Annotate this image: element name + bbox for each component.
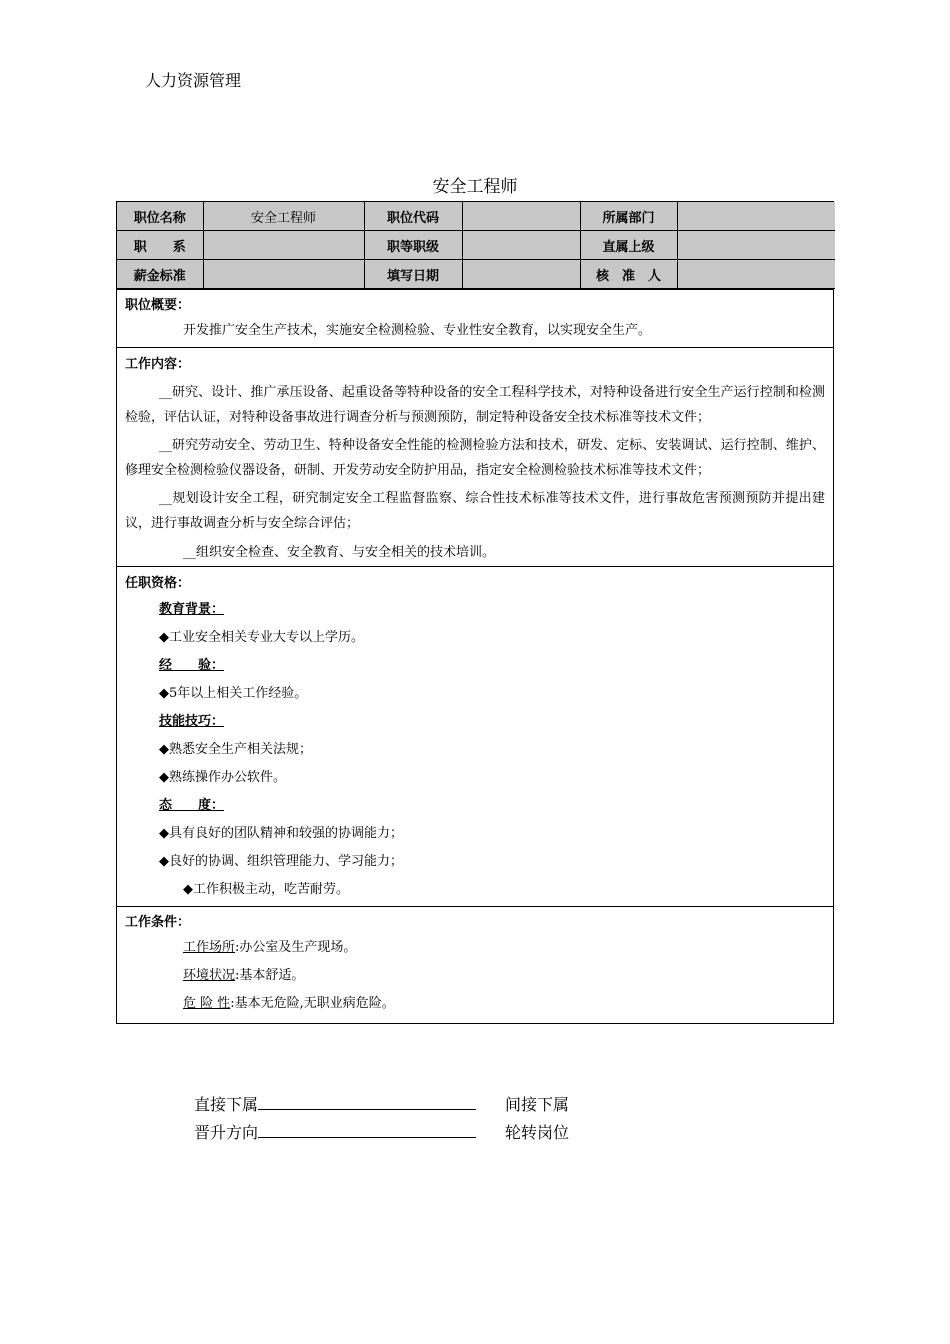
promotion-label: 晋升方向 — [194, 1123, 259, 1142]
info-label: 所属部门 — [580, 202, 677, 231]
info-value: 安全工程师 — [203, 202, 364, 231]
page-title: 安全工程师 — [432, 177, 518, 197]
attitude-label: 态 度： — [159, 798, 225, 813]
duties-heading: 工作内容： — [125, 357, 191, 372]
job-description-sheet — [116, 201, 834, 1024]
duty-item: __研究、设计、推广承压设备、起重设备等特种设备的安全工程科学技术，对特种设备进行安全生产运行控制和检测检验，评估认证，对特种设备事故进行调查分析与预测预防，制定特种设备安全技术标准等技术文件； — [125, 385, 825, 425]
direct-subordinate-line — [258, 1093, 476, 1110]
env-value: :基本舒适。 — [235, 968, 305, 983]
info-label: 职位名称 — [117, 202, 203, 231]
skills-item: ◆熟练操作办公软件。 — [159, 770, 286, 785]
attitude-item: ◆工作积极主动，吃苦耐劳。 — [183, 882, 349, 897]
place-value: :办公室及生产现场。 — [235, 940, 357, 955]
rotation-label: 轮转岗位 — [505, 1123, 570, 1142]
experience-item: ◆5年以上相关工作经验。 — [159, 686, 308, 701]
risk-label: 危 险 性 — [183, 996, 231, 1011]
info-value — [203, 260, 364, 289]
condition-risk — [125, 990, 825, 1018]
direct-subordinate-label: 直接下属 — [194, 1095, 259, 1114]
condition-environment — [125, 962, 825, 990]
info-table — [117, 202, 835, 289]
promotion-field — [194, 1120, 476, 1143]
skills-item: ◆熟悉安全生产相关法规； — [159, 742, 312, 757]
promotion-line — [258, 1121, 476, 1138]
conditions-heading: 工作条件： — [125, 915, 191, 930]
info-label: 职 系 — [117, 231, 203, 260]
info-label: 职等职级 — [364, 231, 462, 260]
attitude-item: ◆具有良好的团队精神和较强的协调能力； — [159, 826, 403, 841]
info-label: 核 准 人 — [580, 260, 677, 289]
risk-value: :基本无危险,无职业病危险。 — [230, 996, 395, 1011]
info-value — [462, 260, 580, 289]
info-value — [677, 202, 835, 231]
info-row — [117, 260, 835, 289]
info-label: 直属上级 — [580, 231, 677, 260]
info-label: 职位代码 — [364, 202, 462, 231]
duty-item: __研究劳动安全、劳动卫生、特种设备安全性能的检测检验方法和技术，研发、定标、安装调试、运行控制、维护、修理安全检测检验仪器设备，研制、开发劳动安全防护用品，指定安全检测检验技术标准等技术文件； — [125, 438, 825, 478]
qualifications-heading: 任职资格： — [125, 576, 191, 591]
overview-text: 开发推广安全生产技术，实施安全检测检验、专业性安全教育，以实现安全生产。 — [183, 323, 652, 338]
overview-section — [117, 289, 833, 347]
duties-section — [117, 347, 833, 566]
direct-subordinate-field — [194, 1092, 476, 1115]
duty-item: __规划设计安全工程，研究制定安全工程监督监察、综合性技术标准等技术文件，进行事故危害预测预防并提出建议，进行事故调查分析与安全综合评估； — [125, 491, 825, 531]
education-label: 教育背景： — [159, 602, 225, 617]
info-value — [677, 231, 835, 260]
qualifications-section — [117, 566, 833, 906]
info-value — [462, 202, 580, 231]
info-value — [203, 231, 364, 260]
place-label: 工作场所 — [183, 940, 236, 955]
attitude-item: ◆良好的协调、组织管理能力、学习能力； — [159, 854, 403, 869]
header-org: 人力资源管理 — [145, 71, 242, 90]
experience-label: 经 验： — [159, 658, 225, 673]
info-value — [462, 231, 580, 260]
info-row — [117, 231, 835, 260]
skills-label: 技能技巧： — [159, 714, 225, 729]
indirect-subordinate-label: 间接下属 — [505, 1095, 570, 1114]
info-row — [117, 202, 835, 231]
env-label: 环境状况 — [183, 968, 236, 983]
education-item: ◆工业安全相关专业大专以上学历。 — [159, 630, 364, 645]
condition-place — [125, 934, 825, 962]
duty-item: __组织安全检查、安全教育、与安全相关的技术培训。 — [183, 545, 496, 560]
conditions-section — [117, 906, 833, 1023]
info-value — [677, 260, 835, 289]
info-label: 薪金标准 — [117, 260, 203, 289]
info-label: 填写日期 — [364, 260, 462, 289]
overview-heading: 职位概要： — [125, 298, 191, 313]
